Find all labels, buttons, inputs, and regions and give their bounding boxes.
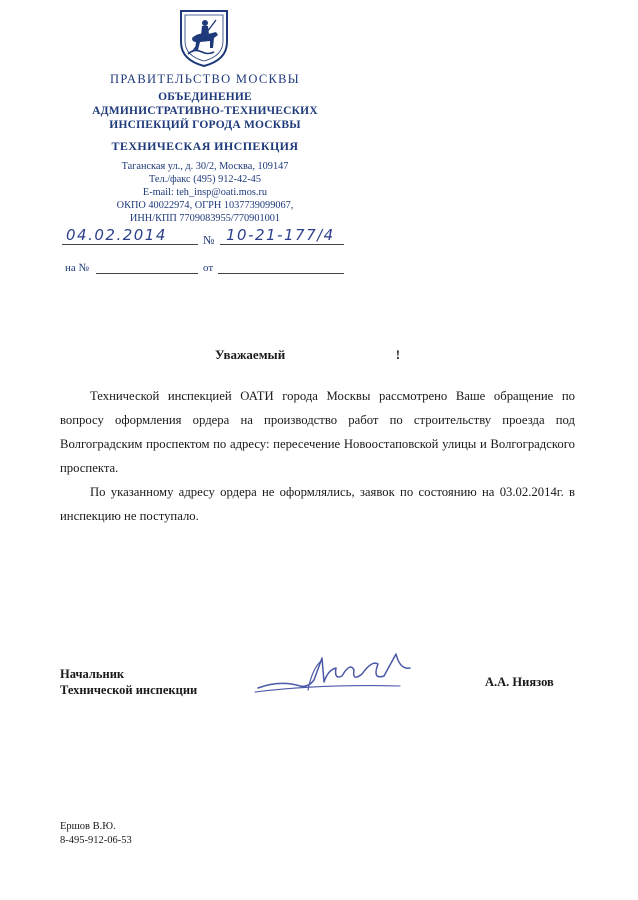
signatory-title-line: Начальник bbox=[60, 667, 125, 681]
greeting bbox=[215, 347, 400, 363]
redacted-recipient-block bbox=[366, 190, 562, 295]
ref-underline bbox=[96, 273, 198, 274]
government-title: ПРАВИТЕЛЬСТВО МОСКВЫ bbox=[110, 72, 300, 86]
greeting-suffix: ! bbox=[395, 347, 401, 362]
from-label: от bbox=[203, 262, 214, 274]
executor-name: Ершов В.Ю. bbox=[60, 821, 116, 832]
org-name-line: ИНСПЕКЦИЙ ГОРОДА МОСКВЫ bbox=[109, 119, 301, 131]
ref-label: на № bbox=[65, 262, 90, 274]
handwritten-date: 04.02.2014 bbox=[66, 226, 167, 244]
email-line: E-mail: teh_insp@oati.mos.ru bbox=[142, 187, 268, 198]
body-paragraph: Технической инспекцией ОАТИ города Москвы рассмотрено Ваше обращение по вопросу оформления ордера на производство работ по строительству проезда под Волгоградским проспектом по адресу: пересечение Новоостаповской улицы и Волгоградского проспекта. bbox=[60, 389, 575, 475]
body-paragraph: По указанному адресу ордера не оформлялись, заявок по состоянию на 03.02.2014г. в инспекцию не поступало. bbox=[60, 485, 575, 523]
handwritten-number: 10-21-177/4 bbox=[226, 226, 335, 244]
inspection-title: ТЕХНИЧЕСКАЯ ИНСПЕКЦИЯ bbox=[111, 139, 299, 153]
handwritten-signature bbox=[250, 640, 420, 705]
address-line: Таганская ул., д. 30/2, Москва, 109147 bbox=[121, 161, 289, 172]
executor-phone: 8-495-912-06-53 bbox=[60, 835, 132, 846]
phone-line: Тел./факс (495) 912-42-45 bbox=[149, 174, 261, 185]
from-underline bbox=[218, 273, 344, 274]
inn-line: ИНН/КПП 7709083955/770901001 bbox=[129, 213, 281, 224]
executor-block bbox=[60, 820, 132, 848]
date-underline bbox=[62, 244, 198, 245]
signatory-title-line: Технической инспекции bbox=[60, 683, 198, 697]
greeting-prefix: Уважаемый bbox=[215, 347, 286, 362]
redacted-name bbox=[288, 347, 392, 359]
org-name-line: ОБЪЕДИНЕНИЕ bbox=[158, 91, 252, 103]
number-underline bbox=[220, 244, 344, 245]
okpo-line: ОКПО 40022974, ОГРН 1037739099067, bbox=[116, 200, 294, 211]
signatory-name: А.А. Ниязов bbox=[485, 675, 554, 689]
signatory-title bbox=[60, 666, 197, 698]
org-name-line: АДМИНИСТРАТИВНО-ТЕХНИЧЕСКИХ bbox=[92, 105, 318, 117]
number-label: № bbox=[203, 233, 215, 247]
moscow-coat-of-arms-icon bbox=[178, 8, 230, 68]
